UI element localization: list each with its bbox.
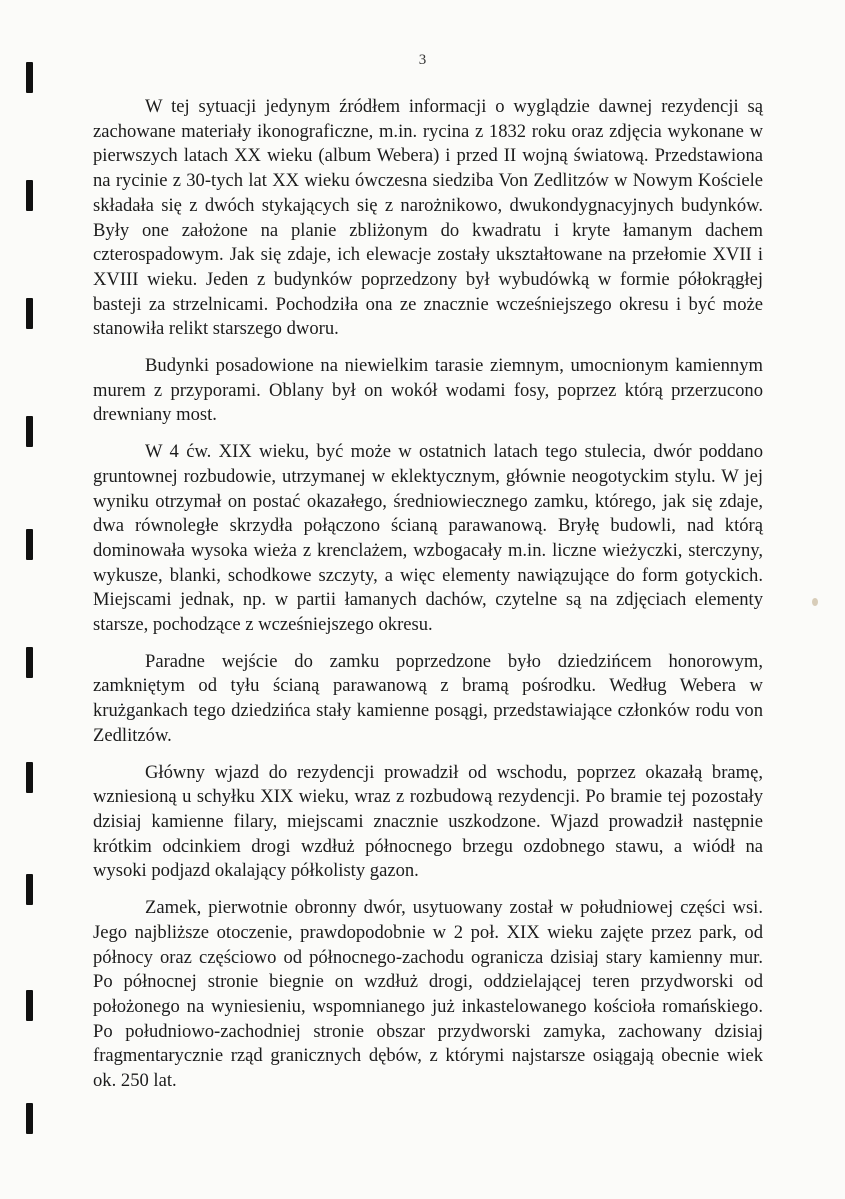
binder-mark [26, 180, 33, 211]
paragraph: Główny wjazd do rezydencji prowadził od wschodu, poprzez okazałą bramę, wzniesioną u schyłku XIX wieku, wraz z rozbudową rezydencji. Po bramie tej pozostały dzisiaj kamienne filary, miejscami znacznie uszkodzone. Wjazd prowadził następnie krótkim odcinkiem drogi wzdłuż północnego brzegu ozdobnego stawu, a wiódł na wysoki podjazd okalający półkolisty gazon. [93, 761, 763, 882]
paragraph: W tej sytuacji jedynym źródłem informacji o wyglądzie dawnej rezydencji są zachowane materiały ikonograficzne, m.in. rycina z 1832 roku oraz zdjęcia wykonane w pierwszych latach XX wieku (album Webera) i przed II wojną światową. Przedstawiona na rycinie z 30-tych lat XX wieku ówczesna siedziba Von Zedlitzów w Nowym Kościele składała się z dwóch stykających się z narożnikowo, dwukondygnacyjnych budynków. Były one założone na planie zbliżonym do kwadratu i kryte łamanym dachem czterospadowym. Jak się zdaje, ich elewacje zostały ukształtowane na przełomie XVII i XVIII wieku. Jeden z budynków poprzedzony był wybudówką w formie półokrągłej basteji za strzelnicami. Pochodziła ona ze znacznie wcześniejszego okresu i być może stanowiła relikt starszego dworu. [93, 96, 763, 340]
binder-mark [26, 298, 33, 329]
binder-mark [26, 1103, 33, 1134]
binder-mark [26, 62, 33, 93]
binder-mark [26, 529, 33, 560]
paragraph: Zamek, pierwotnie obronny dwór, usytuowany został w południowej części wsi. Jego najbliższe otoczenie, prawdopodobnie w 2 poł. XIX wieku zajęte przez park, od północy oraz częściowo od północnego-zachodu ogranicza dzisiaj stary kamienny mur. Po północnej stronie biegnie on wzdłuż drogi, oddzielającej teren przydworski od położonego na wyniesieniu, wspomnianego już inkastelowanego kościoła romańskiego. Po południowo-zachodniej stronie obszar przydworski zamyka, zachowany dzisiaj fragmentarycznie rząd granicznych dębów, z którymi najstarsze osiągają obecnie wiek ok. 250 lat. [93, 897, 763, 1092]
binder-mark [26, 874, 33, 905]
paragraph: Budynki posadowione na niewielkim tarasie ziemnym, umocnionym kamiennym murem z przyporami. Oblany był on wokół wodami fosy, poprzez którą przerzucono drewniany most. [93, 355, 763, 426]
page-number: 3 [418, 52, 427, 68]
binder-mark [26, 762, 33, 793]
paragraph: Paradne wejście do zamku poprzedzone było dziedzińcem honorowym, zamkniętym od tyłu ścianą parawanową z bramą pośrodku. Według Webera w krużgankach tego dziedzińca stały kamienne posągi, przedstawiające członków rodu von Zedlitzów. [93, 650, 763, 746]
paragraph: W 4 ćw. XIX wieku, być może w ostatnich latach tego stulecia, dwór poddano gruntownej rozbudowie, utrzymanej w eklektycznym, głównie neogotyckim stylu. W jej wyniku otrzymał on postać okazałego, średniowiecznego zamku, którego, jak się zdaje, dwa równoległe skrzydła połączono ścianą parawanową. Bryłę budowli, nad którą dominowała wysoka wieża z krenclażem, wzbogacały m.in. liczne wieżyczki, sterczyny, wykusze, blanki, schodkowe szczyty, a więc elementy nawiązujące do form gotyckich. Miejscami jednak, np. w partii łamanych dachów, czytelne są na zdjęciach elementy starsze, pochodzące z wcześniejszego okresu. [93, 441, 763, 636]
binder-mark [26, 416, 33, 447]
binder-mark [26, 647, 33, 678]
binder-mark [26, 990, 33, 1021]
body-text [93, 95, 763, 1106]
paper-speck [812, 598, 818, 606]
